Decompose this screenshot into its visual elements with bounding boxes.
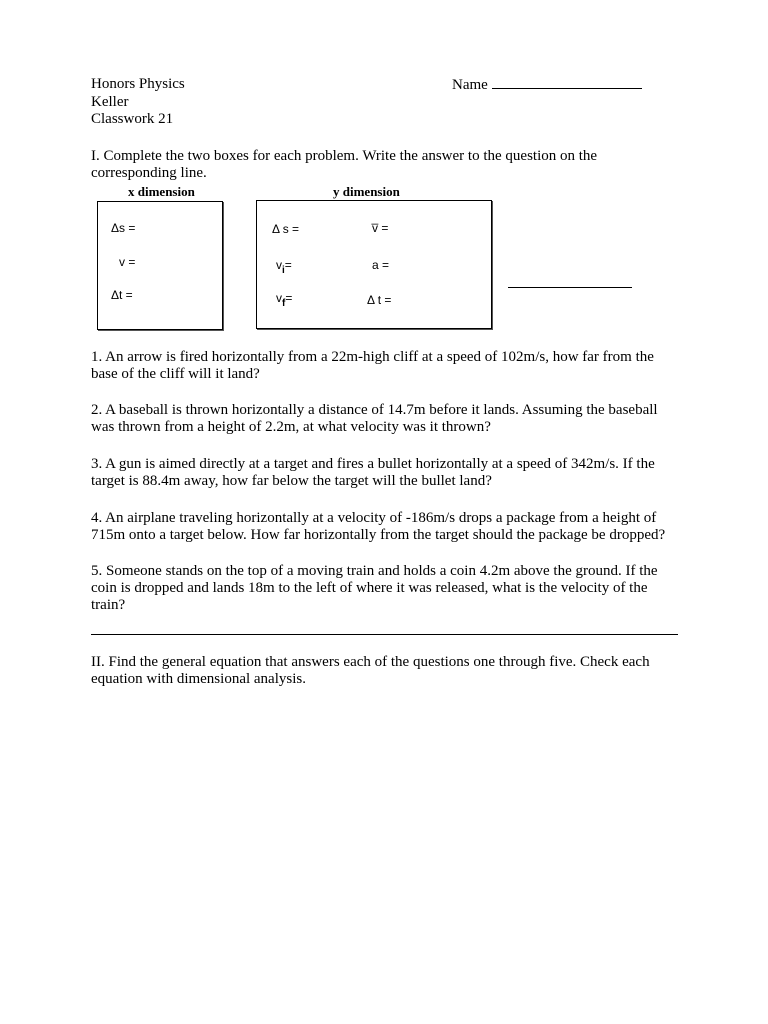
problem-line: 3. A gun is aimed directly at a target and fires a bullet horizontally at a speed of 342m/s. If the [91,456,655,472]
instruction-line: corresponding line. [91,165,207,181]
instruction-line: I. Complete the two boxes for each problem. Write the answer to the question on the [91,148,598,164]
problem-line: 2. A baseball is thrown horizontally a distance of 14.7m before it lands. Assuming the baseball [91,402,658,418]
x-velocity-label: v = [119,255,136,269]
problem-line: coin is dropped and lands 18m to the left of where it was released, what is the velocity of the [91,580,648,596]
name-field[interactable] [452,76,642,94]
name-label: Name [452,77,488,93]
y-initial-velocity-label [276,258,292,276]
part1-instructions [91,148,681,182]
y-average-velocity-label: v̅ = [372,221,389,235]
section-divider [91,634,678,635]
problem-3 [91,456,681,490]
problem-line: base of the cliff will it land? [91,366,260,382]
problem-line: was thrown from a height of 2.2m, at what velocity was it thrown? [91,419,491,435]
x-displacement-label: Δs = [111,221,136,235]
problem-line: 4. An airplane traveling horizontally at a velocity of -186m/s drops a package from a height of [91,510,657,526]
problem-2 [91,402,681,436]
vf-equals: = [285,291,293,305]
y-dimension-title: y dimension [333,184,400,199]
problem-4 [91,510,681,544]
y-acceleration-label: a = [372,258,390,272]
instruction-line: equation with dimensional analysis. [91,671,306,687]
problem-line: train? [91,597,126,613]
name-blank[interactable] [492,76,642,89]
assignment-title: Classwork 21 [91,111,174,127]
vi-equals: = [284,258,292,272]
problem-line: 5. Someone stands on the top of a moving train and holds a coin 4.2m above the ground. If the [91,563,658,579]
problem-line: 715m onto a target below. How far horizontally from the target should the package be dropped? [91,527,666,543]
vi-base: v [276,258,282,272]
problem-line: target is 88.4m away, how far below the target will the bullet land? [91,473,492,489]
problem-line: 1. An arrow is fired horizontally from a 22m-high cliff at a speed of 102m/s, how far from the [91,349,654,365]
answer-line[interactable] [508,287,632,288]
y-final-velocity-label [276,291,293,309]
x-time-label: Δt = [111,288,133,302]
y-time-label: Δ t = [367,293,392,307]
teacher-name: Keller [91,94,129,110]
instruction-line: II. Find the general equation that answers each of the questions one through five. Check each [91,654,650,670]
problem-5 [91,563,681,614]
vi-subscript: i [282,265,285,276]
x-dimension-title: x dimension [128,184,195,199]
x-dimension-box[interactable] [97,201,223,330]
y-displacement-label: Δ s = [272,222,300,236]
y-dimension-box[interactable] [256,200,492,329]
part2-instructions [91,654,681,688]
vf-subscript: f [282,298,286,309]
course-title: Honors Physics [91,76,185,92]
vf-base: v [276,291,282,305]
problem-1 [91,349,681,383]
